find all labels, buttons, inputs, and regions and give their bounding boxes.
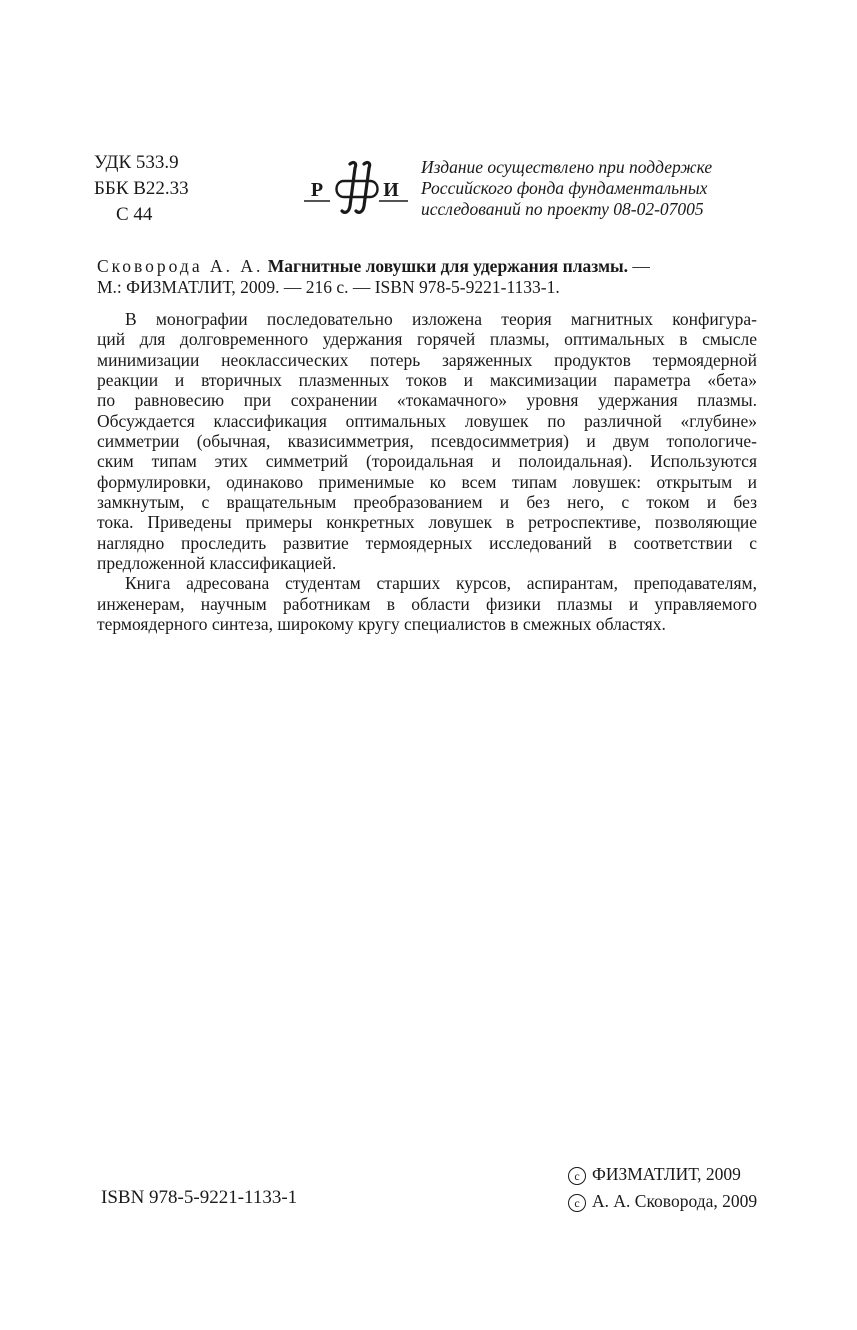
- isbn: ISBN 978-5-9221-1133-1: [101, 1187, 298, 1208]
- rffi-logo-icon: [304, 160, 410, 216]
- book-title: Магнитные ловушки для удержания плазмы.: [267, 256, 629, 276]
- abstract-text: [97, 309, 757, 635]
- abstract-line: Обсуждается классификация оптимальных ловушек по различной «глубине»: [97, 410, 757, 431]
- title-dash: —: [628, 256, 650, 276]
- abstract-line: реакции и вторичных плазменных токов и максимизации параметра «бета»: [97, 370, 757, 391]
- funding-line: Издание осуществлено при поддержке: [421, 157, 713, 177]
- abstract-line: по равновесию при сохранении «токамачного» уровня удержания плазмы.: [97, 390, 757, 411]
- abstract-line: Книга адресована студентам старших курсов, аспирантам, преподавателям,: [125, 573, 757, 594]
- abstract-line: минимизации неоклассических потерь заряженных продуктов термоядерной: [97, 349, 757, 370]
- abstract-line: формулировки, одинаково применимые ко всем типам ловушек: открытым и: [97, 471, 757, 492]
- abstract-line: замкнутым, с вращательным преобразованием и без него, с током и без: [97, 492, 757, 513]
- book-author: Сковорода А. А.: [97, 256, 264, 276]
- copyright-icon: c: [568, 1167, 586, 1185]
- funding-line: Российского фонда фундаментальных: [421, 178, 708, 198]
- publisher-info: М.: ФИЗМАТЛИТ, 2009. — 216 с. — ISBN 978-5-9221-1133-1.: [97, 277, 560, 297]
- copyright-block: [568, 1161, 757, 1215]
- bibliographic-record: [97, 256, 757, 298]
- abstract-line: наглядно проследить развитие термоядерных исследований в соответствии с: [97, 532, 757, 553]
- rffi-logo: [304, 160, 410, 216]
- udk-code: УДК 533.9: [94, 152, 179, 173]
- funding-line: исследований по проекту 08-02-07005: [421, 199, 704, 219]
- abstract-line: предложенной классификацией.: [97, 553, 337, 574]
- classification-codes: [94, 150, 189, 228]
- bbk-code: ББК В22.33: [94, 178, 189, 199]
- copyright-publisher: ФИЗМАТЛИТ, 2009: [592, 1164, 741, 1184]
- abstract-line: ций для долговременного удержания горячей плазмы, оптимальных в смысле: [97, 329, 757, 350]
- abstract-line: В монографии последовательно изложена теория магнитных конфигура-: [125, 309, 757, 329]
- logo-letter-i: И: [383, 179, 399, 201]
- author-mark: С 44: [116, 204, 153, 225]
- abstract-line: термоядерного синтеза, широкому кругу специалистов в смежных областях.: [97, 614, 666, 635]
- logo-letter-r: Р: [310, 179, 324, 201]
- abstract-line: инженерам, научным работникам в области физики плазмы и управляемого: [97, 593, 757, 614]
- abstract-line: тока. Приведены примеры конкретных ловушек в ретроспективе, позволяющие: [97, 512, 757, 533]
- funding-notice: [421, 157, 761, 220]
- copyright-icon: c: [568, 1194, 586, 1212]
- abstract-line: ским типам этих симметрий (тороидальная и полоидальная). Используются: [97, 451, 757, 472]
- copyright-author: А. А. Сковорода, 2009: [592, 1191, 758, 1211]
- abstract-line: симметрии (обычная, квазисимметрия, псевдосимметрия) и двум топологиче-: [97, 431, 757, 452]
